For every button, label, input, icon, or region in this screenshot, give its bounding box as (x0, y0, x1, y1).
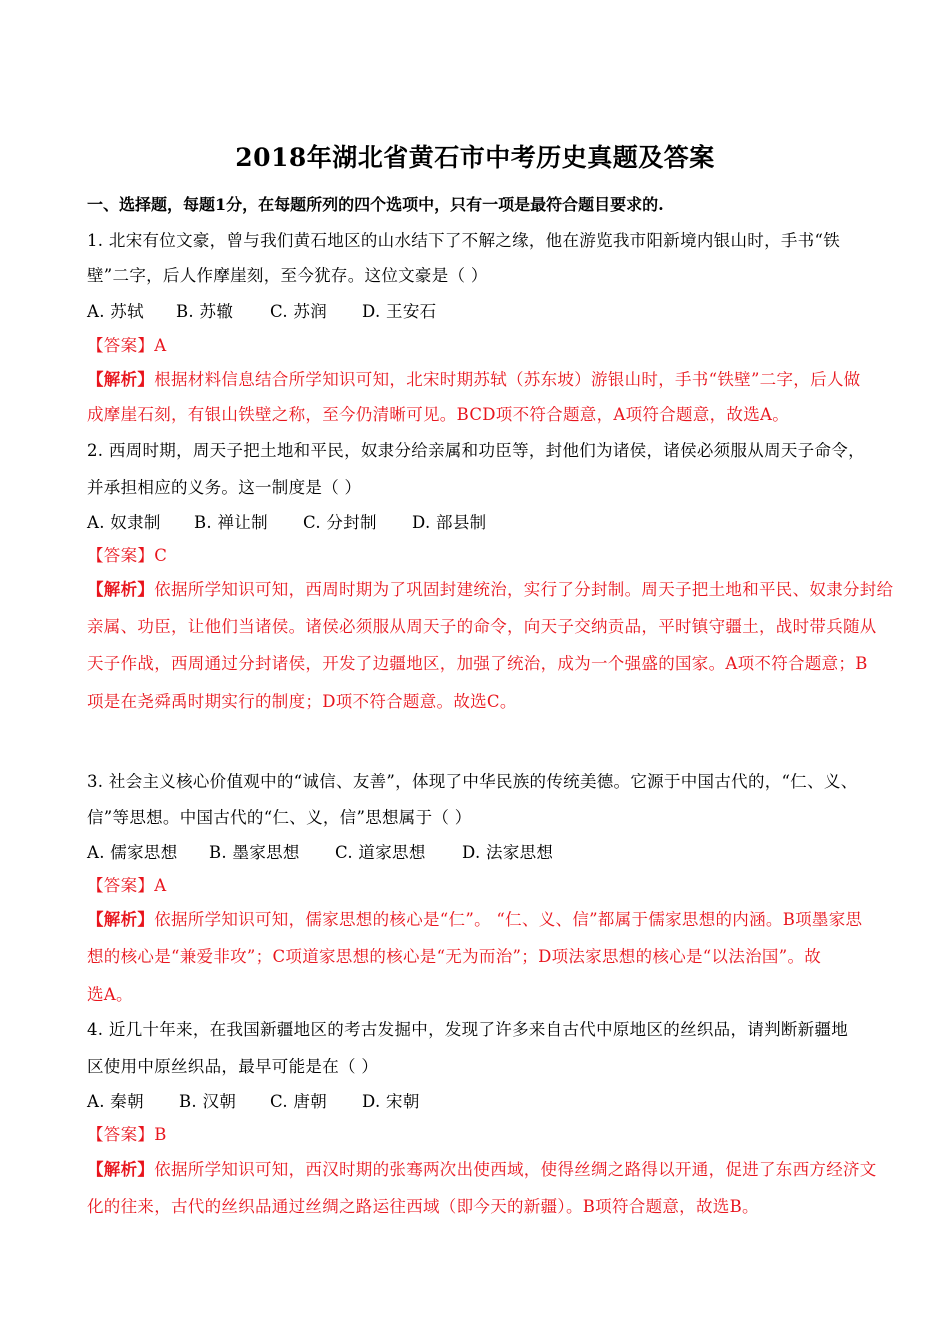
answer-label: 【答案】B (87, 1125, 167, 1144)
question-stem: 区使用中原丝织品，最早可能是在（ ） (87, 1057, 379, 1076)
explanation-text: 天子作战，西周通过分封诸侯，开发了边疆地区，加强了统治，成为一个强盛的国家。A项不符合题意；B (87, 654, 868, 673)
question-stem: 4. 近几十年来，在我国新疆地区的考古发掘中，发现了许多来自古代中原地区的丝织品，请判断新疆地 (87, 1020, 849, 1039)
explanation-line (87, 688, 517, 712)
explanation-text: 依据所学知识可知，西周时期为了巩固封建统治，实行了分封制。周天子把土地和平民、奴隶分封给 (154, 580, 894, 599)
explanation-tag: 【解析】 (87, 370, 155, 389)
question-stem: 2. 西周时期，周天子把土地和平民，奴隶分给亲属和功臣等，封他们为诸侯，诸侯必须服从周天子命令， (87, 441, 865, 460)
explanation-text: 想的核心是“兼爱非攻”；C项道家思想的核心是“无为而治”；D项法家思想的核心是“以法治国”。故 (87, 947, 822, 966)
question-stem: 1. 北宋有位文豪，曾与我们黄石地区的山水结下了不解之缘，他在游览我市阳新境内银山时，手书“铁 (87, 231, 841, 250)
explanation-line (87, 613, 877, 637)
explanation-text: 亲属、功臣，让他们当诸侯。诸侯必须服从周天子的命令，向天子交纳贡品，平时镇守疆土，战时带兵随从 (87, 617, 877, 636)
explanation-text: 成摩崖石刻，有银山铁壁之称，至今仍清晰可见。BCD项不符合题意，A项符合题意，故选A。 (87, 405, 790, 424)
explanation-line (87, 650, 868, 674)
question-stem: 信”等思想。中国古代的“仁、义，信”思想属于（ ） (87, 808, 472, 827)
option-b: B. 苏辙 (176, 302, 234, 321)
question-stem: 并承担相应的义务。这一制度是（ ） (87, 478, 362, 497)
explanation-line (87, 906, 862, 930)
question-stem: 3. 社会主义核心价值观中的“诚信、友善”，体现了中华民族的传统美德。它源于中国古代的，“仁、义、 (87, 772, 858, 791)
explanation-tag: 【解析】 (87, 580, 155, 599)
explanation-line (87, 981, 133, 1005)
question-stem: 壁”二字，后人作摩崖刻，至今犹存。这位文豪是（ ） (87, 266, 488, 285)
document-title: 2018年湖北省黄石市中考历史真题及答案 (235, 143, 715, 172)
option-a: A. 儒家思想 (87, 843, 178, 862)
explanation-tag: 【解析】 (87, 1160, 155, 1179)
explanation-line (87, 1156, 877, 1180)
option-c: C. 道家思想 (335, 843, 426, 862)
section-heading: 一、选择题，每题1分，在每题所列的四个选项中，只有一项是最符合题目要求的. (87, 195, 664, 214)
option-c: C. 唐朝 (270, 1092, 328, 1111)
explanation-line (87, 366, 860, 390)
option-a: A. 奴隶制 (87, 513, 161, 532)
explanation-text: 选A。 (87, 985, 133, 1004)
explanation-line (87, 576, 893, 600)
option-a: A. 秦朝 (87, 1092, 144, 1111)
explanation-text: 依据所学知识可知，儒家思想的核心是“仁”。 “仁、义、信”都属于儒家思想的内涵。B项墨家思 (154, 910, 863, 929)
option-d: D. 法家思想 (462, 843, 554, 862)
option-c: C. 苏润 (270, 302, 328, 321)
option-b: B. 汉朝 (179, 1092, 237, 1111)
answer-label: 【答案】A (87, 876, 167, 895)
option-d: D. 宋朝 (362, 1092, 420, 1111)
option-c: C. 分封制 (303, 513, 377, 532)
explanation-text: 化的往来，古代的丝织品通过丝绸之路运往西域（即今天的新疆）。B项符合题意，故选B。 (87, 1197, 759, 1216)
option-b: B. 墨家思想 (209, 843, 300, 862)
explanation-tag: 【解析】 (87, 910, 155, 929)
explanation-line (87, 1193, 759, 1217)
option-b: B. 禅让制 (194, 513, 268, 532)
answer-label: 【答案】C (87, 546, 168, 565)
option-d: D. 王安石 (362, 302, 437, 321)
option-a: A. 苏轼 (87, 302, 144, 321)
answer-label: 【答案】A (87, 336, 167, 355)
explanation-text: 依据所学知识可知，西汉时期的张骞两次出使西域，使得丝绸之路得以开通，促进了东西方经济文 (154, 1160, 877, 1179)
explanation-text: 根据材料信息结合所学知识可知，北宋时期苏轼（苏东坡）游银山时，手书“铁壁”二字，后人做 (154, 370, 861, 389)
option-d: D. 部县制 (412, 513, 487, 532)
explanation-line (87, 401, 789, 425)
explanation-line (87, 943, 821, 967)
explanation-text: 项是在尧舜禹时期实行的制度；D项不符合题意。故选C。 (87, 692, 517, 711)
